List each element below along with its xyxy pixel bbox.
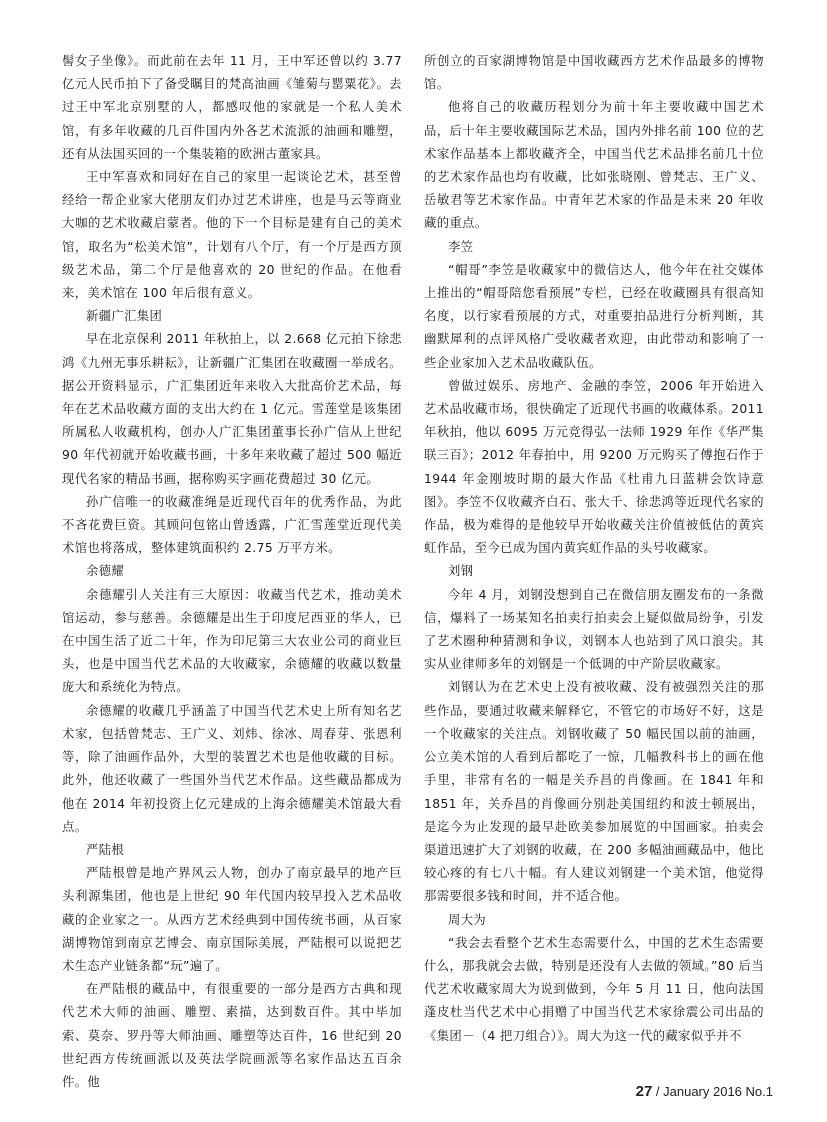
paragraph: 他将自己的收藏历程划分为前十年主要收藏中国艺术品，后十年主要收藏国际艺术品，国内外排名前 100 位的艺术家作品基本上都收藏齐全，中国当代艺术品排名前几十位的艺术家作品也均有收藏，比如张晓刚、曾梵志、王广义、岳敏君等艺术家作品。中青年艺术家的作品是未来 20 年收藏的重点。 — [424, 100, 764, 231]
section-heading: 新疆广汇集团 — [86, 309, 163, 324]
paragraph: 刘钢认为在艺术史上没有被收藏、没有被强烈关注的那些作品，要通过收藏来解释它，不管它的市场好不好，这是一个收藏家的关注点。刘钢收藏了 50 幅民国以前的油画，公立美术馆的人看到后都吃了一惊，几幅教科书上的画在他手里，非常有名的一幅是关乔昌的肖像画。在 1841 年和 1851 年，关乔昌的肖像画分别赴美国纽约和波士顿展出，是迄今为止发现的最早赴欧美参加展览的中国画家。拍卖会渠道迅速扩大了刘钢的收藏，在 200 多幅油画藏品中，他比较心疼的有七八十幅。有人建议刘钢建一个美术馆，他觉得那需要很多钱和时间，并不适合他。 — [424, 680, 764, 904]
page-footer — [636, 1083, 773, 1100]
paragraph: 所创立的百家湖博物馆是中国收藏西方艺术作品最多的博物馆。 — [424, 54, 764, 92]
paragraph: 余德耀的收藏几乎涵盖了中国当代艺术史上所有知名艺术家，包括曾梵志、王广义、刘炜、徐冰、周春芽、张恩利等，除了油画作品外，大型的装置艺术也是他收藏的目标。此外，他还收藏了一些国外当代艺术作品。这些藏品都成为他在 2014 年初投资上亿元建成的上海余德耀美术馆最大看点。 — [62, 703, 402, 834]
paragraph: 在严陆根的藏品中，有很重要的一部分是西方古典和现代艺术大师的油画、雕塑、素描，达到数百件。其中毕加索、莫奈、罗丹等大师油画、雕塑等达百件，16 世纪到 20 世纪西方传统画派以及英法学院画派等名家作品达五百余件。他 — [62, 982, 402, 1089]
left-column — [62, 50, 402, 1094]
paragraph: 曾做过娱乐、房地产、金融的李笠，2006 年开始进入艺术品收藏市场，很快确定了近现代书画的收藏体系。2011 年秋拍，他以 6095 万元竞得弘一法师 1929 年作《华严集联三百》；2012 年春拍中，用 9200 万元购买了傅抱石作于 1944 年金刚坡时期的最大作品《杜甫九日蓝耕会饮诗意图》。李笠不仅收藏齐白石、张大千、徐悲鸿等近现代名家的作品，极为难得的是他较早开始收藏关注价值被低估的黄宾虹作品，至今已成为国内黄宾虹作品的头号收藏家。 — [424, 378, 764, 556]
section-heading: 周大为 — [448, 912, 487, 927]
paragraph: 余德耀引人关注有三大原因：收藏当代艺术，推动美术馆运动，参与慈善。余德耀是出生于印度尼西亚的华人，已在中国生活了近二十年，作为印尼第三大农业公司的商业巨头，也是中国当代艺术品的大收藏家，余德耀的收藏以数量庞大和系统化为特点。 — [62, 587, 402, 695]
issue-label: / January 2016 No.1 — [652, 1084, 773, 1099]
section-heading: 严陆根 — [86, 842, 125, 857]
section-heading: 刘钢 — [448, 564, 474, 579]
paragraph: “我会去看整个艺术生态需要什么，中国的艺术生态需要什么，那我就会去做，特别是还没有人去做的领域。”80 后当代艺术收藏家周大为说到做到，今年 5 月 11 日，他向法国蓬皮杜当代艺术中心捐赠了中国当代艺术家徐震公司出品的《集团－（4 把刀组合）》。周大为这一代的藏家似乎并不 — [424, 935, 764, 1043]
paragraph: 孙广信唯一的收藏准绳是近现代百年的优秀作品，为此不吝花费巨资。其顾问包铭山曾透露，广汇雪莲堂近现代美术馆也将落成，整体建筑面积约 2.75 万平方米。 — [62, 494, 402, 556]
page-number: 27 — [635, 1083, 653, 1100]
paragraph: “帽哥”李笠是收藏家中的微信达人，他今年在社交媒体上推出的“帽哥陪您看预展”专栏，已经在收藏圈具有很高知名度，以行家看预展的方式，对重要拍品进行分析判断，其幽默犀利的点评风格广受收藏者欢迎，由此带动和影响了一些企业家加入艺术品收藏队伍。 — [424, 262, 764, 370]
paragraph: 今年 4 月，刘钢没想到自己在微信朋友圈发布的一条微信，爆料了一场某知名拍卖行拍卖会上疑似做局纷争，引发了艺术圈种种猜测和争议，刘钢本人也站到了风口浪尖。其实从业律师多年的刘钢是一个低调的中产阶层收藏家。 — [424, 587, 764, 672]
paragraph: 早在北京保利 2011 年秋拍上，以 2.668 亿元拍下徐悲鸿《九州无事乐耕耘》，让新疆广汇集团在收藏圈一举成名。据公开资料显示，广汇集团近年来收入大批高价艺术品，每年在艺术品收藏方面的支出大约在 1 亿元。雪莲堂是该集团所属私人收藏机构，创办人广汇集团董事长孙广信从上世纪 90 年代初就开始收藏书画，十多年来收藏了超过 500 幅近现代名家的精品书画，据称购买字画花费超过 30 亿元。 — [62, 332, 402, 486]
section-heading: 李笠 — [448, 239, 474, 254]
paragraph: 严陆根曾是地产界风云人物，创办了南京最早的地产巨头利源集团，他也是上世纪 90 年代国内较早投入艺术品收藏的企业家之一。从西方艺术经典到中国传统书画，从百家湖博物馆到南京艺博会、南京国际美展，严陆根可以说把艺术生态产业链条都“玩”遍了。 — [62, 866, 402, 973]
right-column — [424, 50, 764, 1048]
paragraph: 髻女子坐像》。而此前在去年 11 月，王中军还曾以约 3.77 亿元人民币拍下了备受瞩目的梵高油画《雏菊与罂粟花》。去过王中军北京别墅的人，都感叹他的家就是一个私人美术馆，有多年收藏的几百件国内外各艺术流派的油画和雕塑，还有从法国买回的一个集装箱的欧洲古董家具。 — [62, 54, 402, 161]
section-heading: 余德耀 — [86, 564, 125, 579]
paragraph: 王中军喜欢和同好在自己的家里一起谈论艺术，甚至曾经给一帮企业家大佬朋友们办过艺术讲座，也是马云等商业大咖的艺术收藏启蒙者。他的下一个目标是建有自己的美术馆，取名为“松美术馆”，计划有八个厅，有一个厅是西方顶级艺术品，第二个厅是他喜欢的 20 世纪的作品。在他看来，美术馆在 100 年后很有意义。 — [62, 170, 402, 301]
